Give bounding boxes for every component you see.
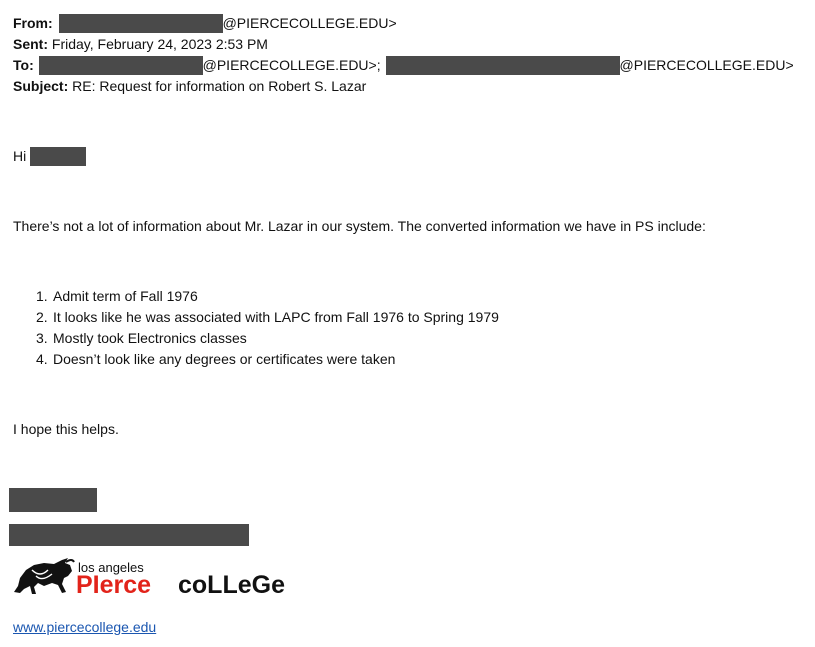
logo-pierce: PIerce: [76, 571, 152, 599]
to-line: [13, 56, 794, 74]
list-item: [36, 287, 499, 308]
subject-value: RE: Request for information on Robert S. Lazar: [72, 78, 367, 94]
redacted-signature-name: [9, 488, 97, 512]
sent-value: Friday, February 24, 2023 2:53 PM: [51, 36, 268, 52]
list-text: Admit term of Fall 1976: [53, 288, 198, 304]
list-number: 2.: [36, 309, 48, 325]
intro-text: There’s not a lot of information about Mr. Lazar in our system. The converted information we have in PS include:: [13, 218, 706, 234]
redacted-sender: [59, 14, 223, 33]
greeting-line: [13, 147, 86, 165]
list-text: It looks like he was associated with LAPC from Fall 1976 to Spring 1979: [53, 309, 499, 325]
closing-text: I hope this helps.: [13, 421, 119, 437]
subject-label: Subject:: [13, 78, 69, 94]
info-list: [36, 287, 499, 371]
redacted-recipient-2: [386, 56, 620, 75]
list-text: Mostly took Electronics classes: [53, 330, 247, 346]
redacted-name: [30, 147, 86, 166]
bull-icon: [14, 558, 74, 594]
list-item: [36, 329, 499, 350]
subject-line: [13, 77, 366, 95]
pierce-college-logo: [12, 556, 297, 600]
logo-los-angeles: los angeles: [78, 560, 144, 575]
to-label: To:: [13, 57, 34, 73]
list-item: [36, 350, 499, 371]
to-domain-2: @PIERCECOLLEGE.EDU>: [619, 57, 794, 73]
list-text: Doesn’t look like any degrees or certificates were taken: [53, 351, 396, 367]
list-number: 4.: [36, 351, 48, 367]
list-number: 1.: [36, 288, 48, 304]
from-line: [13, 14, 397, 32]
redacted-recipient-1: [39, 56, 203, 75]
greeting: Hi: [13, 148, 27, 164]
redacted-signature-title: [9, 524, 249, 546]
list-number: 3.: [36, 330, 48, 346]
logo-college: coLLeGe: [178, 571, 285, 599]
sent-label: Sent:: [13, 36, 48, 52]
from-domain: @PIERCECOLLEGE.EDU>: [222, 15, 397, 31]
to-domain-1: @PIERCECOLLEGE.EDU>;: [202, 57, 381, 73]
from-label: From:: [13, 15, 53, 31]
sent-line: [13, 35, 268, 53]
list-item: [36, 308, 499, 329]
website-link[interactable]: www.piercecollege.edu: [13, 619, 157, 635]
